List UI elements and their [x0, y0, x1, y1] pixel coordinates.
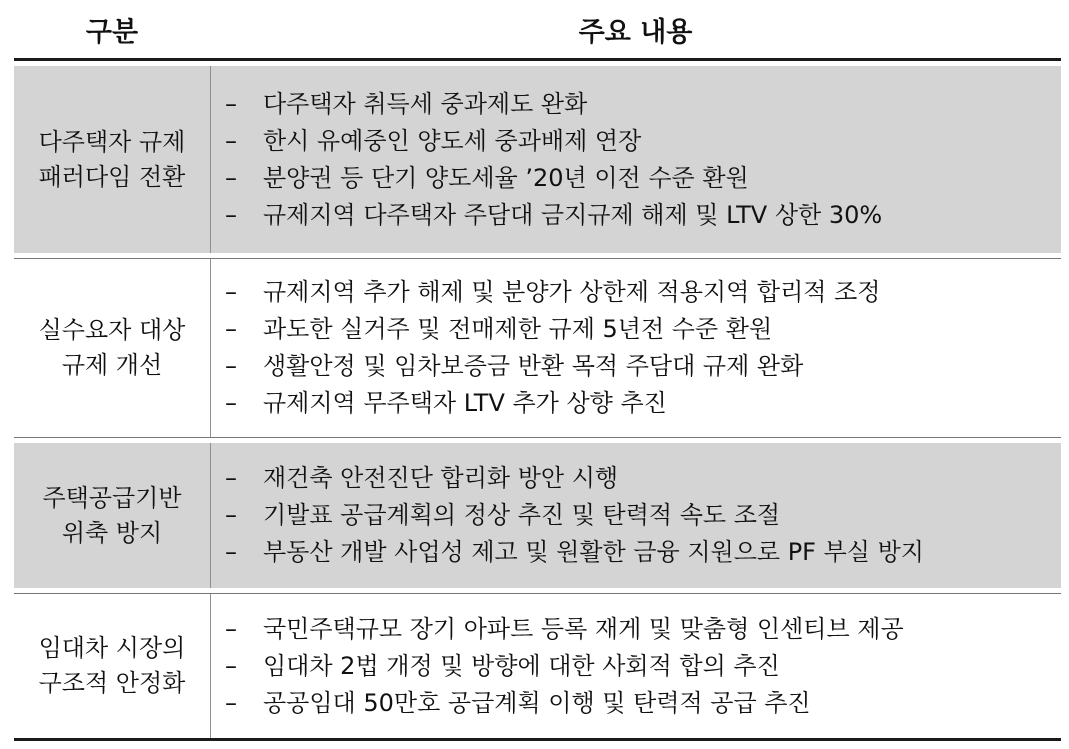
- row-label-line: 임대차 시장의: [38, 634, 186, 662]
- list-item: [225, 460, 1061, 497]
- dash-marker: –: [225, 501, 237, 529]
- dash-marker: –: [225, 89, 237, 118]
- list-item: [225, 497, 1061, 534]
- dash-marker: –: [225, 651, 237, 680]
- list-item: [225, 611, 1061, 648]
- dash-marker: –: [225, 126, 237, 155]
- list-item: [225, 123, 1061, 160]
- row-content: [211, 66, 1061, 253]
- dash-marker: –: [225, 614, 237, 643]
- list-item: [225, 648, 1061, 685]
- item-text: 규제지역 무주택자 LTV 추가 상향 추진: [263, 389, 667, 417]
- item-text: 기발표 공급계획의 정상 추진 및 탄력적 속도 조절: [263, 501, 781, 529]
- item-text: 과도한 실거주 및 전매제한 규제 5년전 수준 환원: [263, 315, 773, 343]
- list-item: [225, 160, 1061, 197]
- table-bottom-rule: [14, 738, 1061, 741]
- row-label-line: 구조적 안정화: [38, 669, 186, 697]
- row-content: [211, 259, 1061, 437]
- policy-table: [14, 0, 1061, 741]
- list-item: [225, 86, 1061, 123]
- table-row: [14, 443, 1061, 588]
- dash-marker: –: [225, 464, 237, 492]
- item-text: 생활안정 및 임차보증금 반환 목적 주담대 규제 완화: [263, 352, 804, 380]
- list-item: [225, 385, 1061, 422]
- item-text: 규제지역 다주택자 주담대 금지규제 해제 및 LTV 상한 30%: [263, 200, 883, 229]
- row-label-line: 실수요자 대상: [38, 316, 186, 344]
- row-label-line: 위축 방지: [61, 518, 163, 547]
- dash-marker: –: [225, 278, 237, 306]
- row-content: [211, 594, 1061, 738]
- item-text: 규제지역 추가 해제 및 분양가 상한제 적용지역 합리적 조정: [263, 278, 881, 306]
- list-item: [225, 685, 1061, 722]
- dash-marker: –: [225, 163, 237, 192]
- header-category: 구분: [85, 16, 139, 48]
- row-label: [14, 66, 211, 253]
- row-label: [14, 443, 211, 588]
- table-row: [14, 66, 1061, 253]
- row-content: [211, 443, 1061, 588]
- item-text: 다주택자 취득세 중과제도 완화: [263, 89, 588, 118]
- dash-marker: –: [225, 352, 237, 380]
- dash-marker: –: [225, 538, 237, 566]
- list-item: [225, 534, 1061, 571]
- list-item: [225, 348, 1061, 385]
- row-label-line: 다주택자 규제: [38, 127, 186, 156]
- table-row: [14, 594, 1061, 738]
- item-text: 국민주택규모 장기 아파트 등록 재게 및 맞춤형 인센티브 제공: [263, 614, 904, 643]
- item-text: 분양권 등 단기 양도세율 ’20년 이전 수준 환원: [263, 163, 749, 192]
- dash-marker: –: [225, 688, 237, 717]
- list-item: [225, 311, 1061, 348]
- list-item: [225, 274, 1061, 311]
- item-text: 부동산 개발 사업성 제고 및 원활한 금융 지원으로 PF 부실 방지: [263, 538, 924, 566]
- row-label-line: 패러다임 전환: [38, 162, 186, 191]
- item-text: 재건축 안전진단 합리화 방안 시행: [263, 464, 619, 492]
- list-item: [225, 197, 1061, 234]
- row-label: [14, 259, 211, 437]
- dash-marker: –: [225, 389, 237, 417]
- dash-marker: –: [225, 200, 237, 229]
- item-text: 한시 유예중인 양도세 중과배제 연장: [263, 126, 642, 155]
- dash-marker: –: [225, 315, 237, 343]
- row-label-line: 주택공급기반: [42, 483, 182, 512]
- table-row: [14, 259, 1061, 437]
- header-content: 주요 내용: [578, 16, 693, 48]
- table-header: [14, 0, 1061, 61]
- item-text: 공공임대 50만호 공급계획 이행 및 탄력적 공급 추진: [263, 688, 811, 717]
- row-label-line: 규제 개선: [61, 351, 163, 379]
- row-label: [14, 594, 211, 738]
- item-text: 임대차 2법 개정 및 방향에 대한 사회적 합의 추진: [263, 651, 780, 680]
